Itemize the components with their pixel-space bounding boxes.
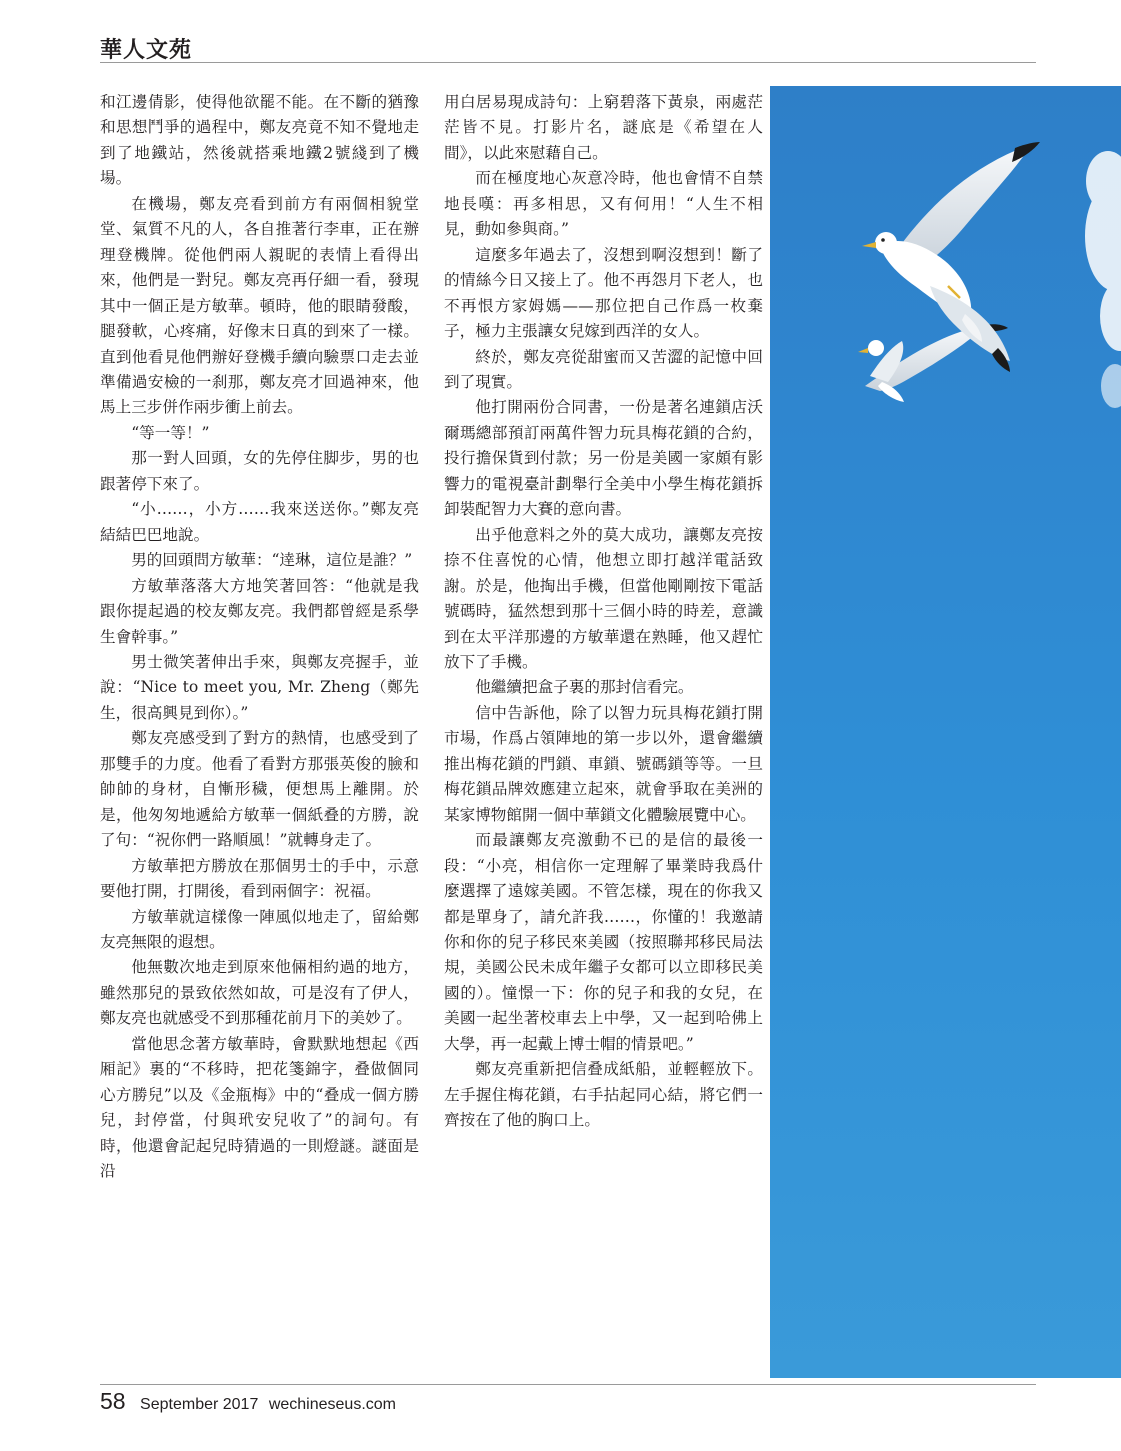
paragraph: 信中告訴他，除了以智力玩具梅花鎖打開市場，作爲占領陣地的第一步以外，還會繼續推出梅花鎖的門鎖、車鎖、號碼鎖等等。一旦梅花鎖品牌效應建立起來，就會爭取在美洲的某家博物館開一個中華鎖文化體驗展覽中心。 <box>444 703 763 824</box>
cloud-icon <box>1085 151 1121 408</box>
paragraph: 和江邊倩影，使得他欲罷不能。在不斷的猶豫和思想鬥爭的過程中，鄭友亮竟不知不覺地走到了地鐵站，然後就搭乘地鐵2號綫到了機場。 <box>100 93 419 188</box>
paragraph: 他繼續把盒子裏的那封信看完。 <box>475 678 694 697</box>
paragraph: 他打開兩份合同書，一份是著名連鎖店沃爾瑪總部預訂兩萬件智力玩具梅花鎖的合約，投行擔保貨到付款；另一份是美國一家頗有影響力的電視臺計劃舉行全美中小學生梅花鎖拆卸裝配智力大賽的意向書。 <box>444 398 763 519</box>
header-divider <box>100 62 1036 63</box>
paragraph: 在機場，鄭友亮看到前方有兩個相貌堂堂、氣質不凡的人，各自推著行李車，正在辦理登機牌。從他們兩人親昵的表情上看得出來，他們是一對兒。鄭友亮再仔細一看，發現其中一個正是方敏華。頓時，他的眼睛發酸，腿發軟，心疼痛，好像末日真的到來了一樣。直到他看見他們辦好登機手續向驗票口走去並準備過安檢的一刹那，鄭友亮才回過神來，他馬上三步併作兩步衝上前去。 <box>100 194 419 417</box>
page-footer <box>100 1388 396 1415</box>
paragraph: “小……，小方……我來送送你。”鄭友亮結結巴巴地說。 <box>100 500 419 544</box>
paragraph: 出乎他意料之外的莫大成功，讓鄭友亮按捺不住喜悅的心情，他想立即打越洋電話致謝。於是，他掏出手機，但當他剛剛按下電話號碼時，猛然想到那十三個小時的時差，意識到在太平洋那邊的方敏華還在熟睡，他又趕忙放下了手機。 <box>444 525 763 671</box>
paragraph: 男士微笑著伸出手來，與鄭友亮握手，並說：“Nice to meet you, Mr. Zheng（鄭先生，很高興見到你）。” <box>100 652 419 722</box>
section-title: 華人文苑 <box>100 37 193 63</box>
paragraph: 他無數次地走到原來他倆相約過的地方，雖然那兒的景致依然如故，可是沒有了伊人，鄭友亮也就感受不到那種花前月下的美妙了。 <box>100 958 419 1028</box>
paragraph: “等一等！” <box>131 423 210 442</box>
paragraph: 鄭友亮感受到了對方的熱情，也感受到了那雙手的力度。他看了看對方那張英俊的臉和帥帥的身材，自慚形穢，便想馬上離開。於是，他匆匆地遞給方敏華一個紙叠的方勝，說了句：“祝你們一路順風！”就轉身走了。 <box>100 729 419 850</box>
paragraph: 終於，鄭友亮從甜蜜而又苦澀的記憶中回到了現實。 <box>444 347 763 391</box>
paragraph: 而最讓鄭友亮激動不已的是信的最後一段：“小亮，相信你一定理解了畢業時我爲什麼選擇了遠嫁美國。不管怎樣，現在的你我又都是單身了，請允許我……，你懂的！我邀請你和你的兒子移民來美國（按照聯邦移民局法規，美國公民未成年繼子女都可以立即移民美國的）。憧憬一下：你的兒子和我的女兒，在美國一起坐著校車去上中學，又一起到哈佛上大學，再一起戴上博士帽的情景吧。” <box>444 831 763 1053</box>
paragraph: 男的回頭問方敏華：“逹琳，這位是誰？” <box>131 551 413 570</box>
footer-divider <box>100 1384 1036 1385</box>
paragraph: 而在極度地心灰意冷時，他也會情不自禁地長嘆：再多相思，又有何用！“人生不相見，動如參與商。” <box>444 169 763 239</box>
paragraph: 那一對人回頭，女的先停住脚步，男的也跟著停下來了。 <box>100 449 419 493</box>
article-column-middle <box>444 90 763 1134</box>
website-link[interactable]: wechineseus.com <box>268 1396 396 1413</box>
paragraph: 這麼多年過去了，沒想到啊沒想到！斷了的情絲今日又接上了。他不再怨月下老人，也不再恨方家姆媽——那位把自己作爲一枚棄子，極力主張讓女兒嫁到西洋的女人。 <box>444 245 763 341</box>
seagulls-photo <box>770 86 1121 1378</box>
page-number: 58 <box>100 1388 126 1414</box>
issue-date: September 2017 <box>140 1396 259 1413</box>
paragraph: 鄭友亮重新把信叠成紙船，並輕輕放下。左手握住梅花鎖，右手拈起同心結，將它們一齊按在了他的胸口上。 <box>444 1060 763 1130</box>
paragraph: 方敏華落落大方地笑著回答：“他就是我跟你提起過的校友鄭友亮。我們都曾經是系學生會幹事。” <box>100 576 419 646</box>
paragraph: 方敏華就這樣像一陣風似地走了，留給鄭友亮無限的遐想。 <box>100 907 419 951</box>
paragraph: 用白居易現成詩句：上窮碧落下黃泉，兩處茫茫皆不見。打影片名，謎底是《希望在人間》，以此來慰藉自己。 <box>444 93 763 162</box>
seagulls-in-blue-sky-icon <box>770 86 1121 1378</box>
paragraph: 方敏華把方勝放在那個男士的手中，示意要他打開，打開後，看到兩個字：祝福。 <box>100 856 419 901</box>
article-column-left <box>100 90 419 1184</box>
paragraph: 當他思念著方敏華時，會默默地想起《西厢記》裏的“不移時，把花箋錦字，叠做個同心方勝兒”以及《金瓶梅》中的“叠成一個方勝兒，封停當，付與玳安兒收了”的詞句。有時，他還會記起兒時猜過的一則燈謎。謎面是沿 <box>100 1034 419 1181</box>
